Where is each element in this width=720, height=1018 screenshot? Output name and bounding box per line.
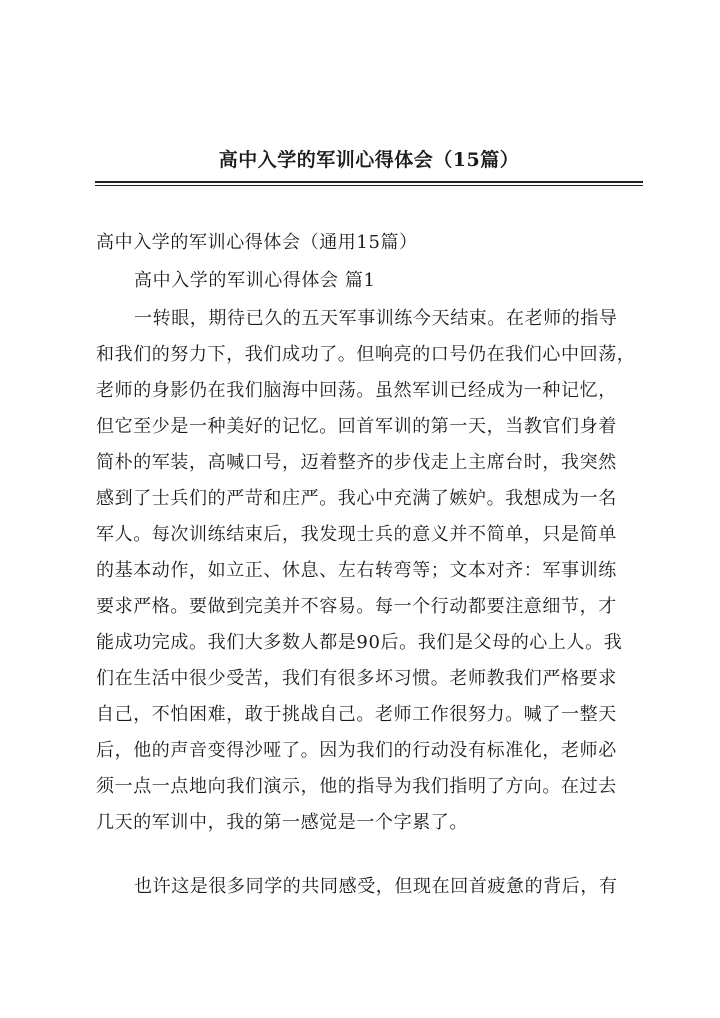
- paragraph-line: 要求严格。要做到完美并不容易。每一个行动都要注意细节，才: [96, 596, 617, 617]
- paragraph-1: [96, 301, 644, 841]
- paragraph-line: 感到了士兵们的严苛和庄严。我心中充满了嫉妒。我想成为一名: [96, 488, 617, 509]
- paragraph-line: 和我们的努力下，我们成功了。但响亮的口号仍在我们心中回荡，: [96, 344, 636, 365]
- paragraph-line: 后，他的声音变得沙哑了。因为我们的行动没有标准化，老师必: [96, 740, 617, 761]
- document-title: 高中入学的军训心得体会（15篇）: [218, 149, 520, 171]
- paragraph-line: 自己，不怕困难，敢于挑战自己。老师工作很努力。喊了一整天: [96, 704, 617, 725]
- paragraph-line: 能成功完成。我们大多数人都是90后。我们是父母的心上人。我: [96, 632, 623, 653]
- paragraph-line: 须一点一点地向我们演示，他的指导为我们指明了方向。在过去: [96, 776, 617, 797]
- paragraph-line: 们在生活中很少受苦，我们有很多坏习惯。老师教我们严格要求: [96, 668, 617, 689]
- paragraph-line: 军人。每次训练结束后，我发现士兵的意义并不简单，只是简单: [96, 524, 617, 545]
- title-underline: [95, 181, 643, 183]
- paragraph-line: 的基本动作，如立正、休息、左右转弯等；文本对齐：军事训练: [96, 560, 617, 581]
- subtitle-text: 高中入学的军训心得体会（通用15篇）: [96, 232, 418, 253]
- paragraph-2: [96, 869, 644, 905]
- paragraph-line: 一转眼，期待已久的五天军事训练今天结束。在老师的指导: [134, 308, 618, 329]
- section-heading-text: 高中入学的军训心得体会 篇1: [134, 270, 376, 291]
- paragraph-line: 但它至少是一种美好的记忆。回首军训的第一天，当教官们身着: [96, 416, 617, 437]
- section-heading: [134, 263, 682, 299]
- paragraph-line: 老师的身影仍在我们脑海中回荡。虽然军训已经成为一种记忆，: [96, 380, 617, 401]
- paragraph-line: 简朴的军装，高喊口号，迈着整齐的步伐走上主席台时，我突然: [96, 452, 617, 473]
- document-subtitle: [96, 225, 644, 261]
- paragraph-line: 几天的军训中，我的第一感觉是一个字累了。: [96, 812, 468, 833]
- title-underline-thin: [95, 185, 643, 186]
- paragraph-line: 也许这是很多同学的共同感受，但现在回首疲惫的背后，有: [134, 876, 618, 897]
